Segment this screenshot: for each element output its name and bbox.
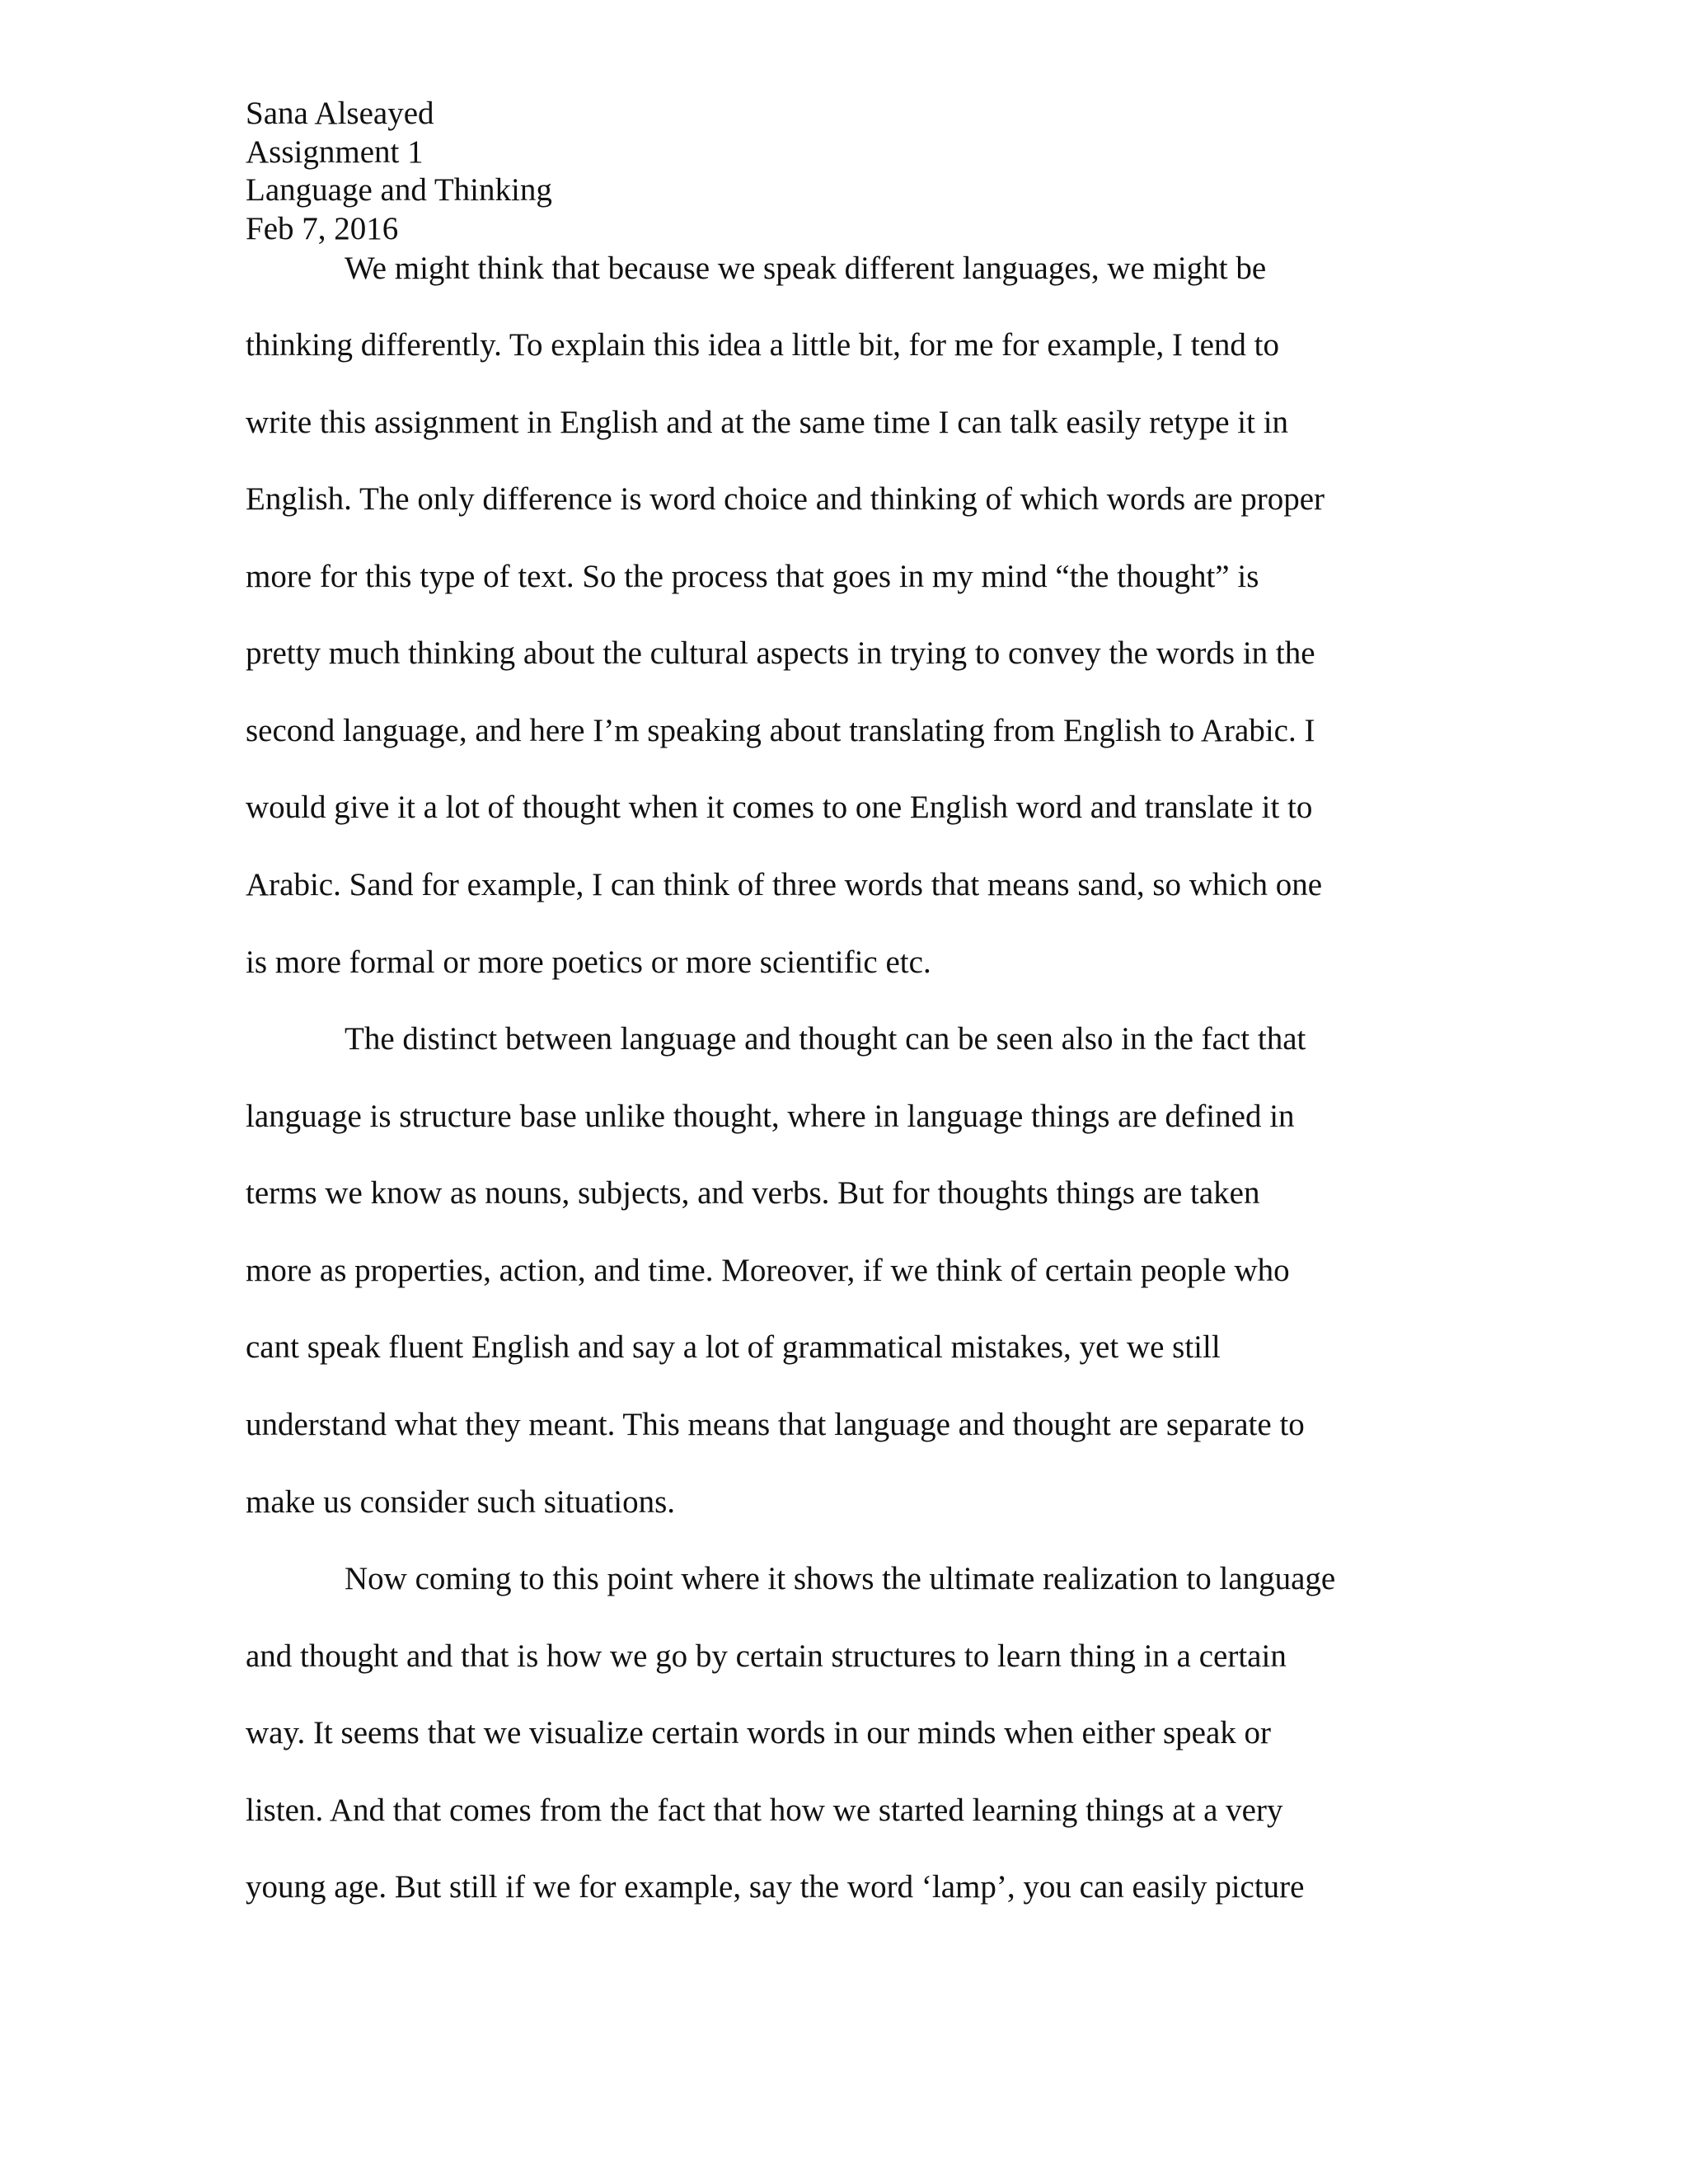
assignment-title: Assignment 1 xyxy=(246,134,424,170)
author-name: Sana Alseayed xyxy=(246,96,434,131)
paragraph-3-line-1: Now coming to this point where it shows the ultimate realization to language xyxy=(345,1561,1336,1596)
paragraph-2-line-5: cant speak fluent English and say a lot of grammatical mistakes, yet we still xyxy=(246,1329,1221,1365)
paragraph-2-line-6: understand what they meant. This means that language and thought are separate to xyxy=(246,1407,1305,1442)
paragraph-3-line-3: way. It seems that we visualize certain words in our minds when either speak or xyxy=(246,1715,1272,1750)
paragraph-2-line-7: make us consider such situations. xyxy=(246,1484,675,1520)
paragraph-1-line-8: would give it a lot of thought when it comes to one English word and translate it to xyxy=(246,790,1313,825)
paragraph-2-line-1: The distinct between language and thought can be seen also in the fact that xyxy=(345,1021,1306,1057)
paragraph-1-line-9: Arabic. Sand for example, I can think of three words that means sand, so which one xyxy=(246,867,1323,902)
paragraph-2-line-2: language is structure base unlike thought, where in language things are defined in xyxy=(246,1099,1295,1134)
paragraph-1-line-3: write this assignment in English and at the same time I can talk easily retype it in xyxy=(246,405,1289,440)
paragraph-2-line-3: terms we know as nouns, subjects, and verbs. But for thoughts things are taken xyxy=(246,1175,1260,1211)
paragraph-1-line-2: thinking differently. To explain this idea a little bit, for me for example, I tend to xyxy=(246,327,1279,363)
paragraph-1-line-6: pretty much thinking about the cultural aspects in trying to convey the words in the xyxy=(246,635,1315,671)
paragraph-1-line-5: more for this type of text. So the process that goes in my mind “the thought” is xyxy=(246,559,1259,594)
paragraph-1-line-7: second language, and here I’m speaking about translating from English to Arabic. I xyxy=(246,713,1315,748)
paragraph-3-line-4: listen. And that comes from the fact that how we started learning things at a very xyxy=(246,1793,1283,1828)
paragraph-3-line-5: young age. But still if we for example, say the word ‘lamp’, you can easily picture xyxy=(246,1869,1305,1905)
paragraph-1-line-1: We might think that because we speak different languages, we might be xyxy=(345,251,1267,286)
paragraph-1-line-4: English. The only difference is word choice and thinking of which words are proper xyxy=(246,481,1325,517)
paragraph-2-line-4: more as properties, action, and time. Moreover, if we think of certain people who xyxy=(246,1253,1290,1288)
course-name: Language and Thinking xyxy=(246,172,552,208)
paragraph-3-line-2: and thought and that is how we go by certain structures to learn thing in a certain xyxy=(246,1638,1287,1674)
paragraph-1-line-10: is more formal or more poetics or more scientific etc. xyxy=(246,944,931,980)
document-date: Feb 7, 2016 xyxy=(246,210,399,246)
document-header xyxy=(246,95,1441,248)
